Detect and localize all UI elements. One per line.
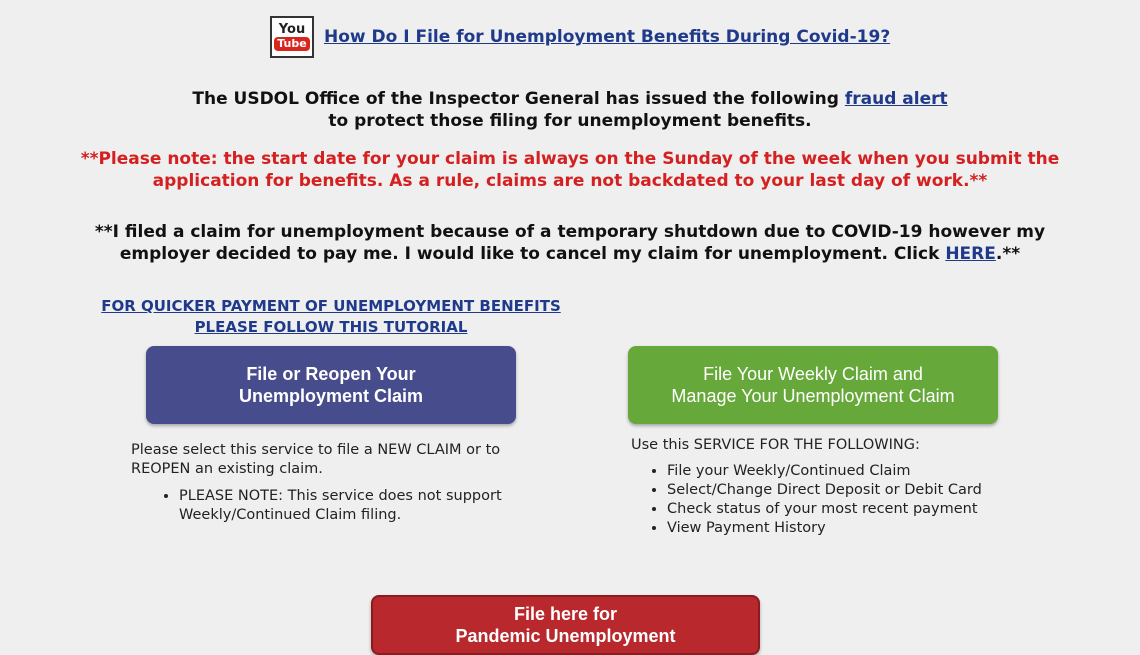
cancel-claim-here-link[interactable]: HERE bbox=[945, 244, 996, 264]
cancel-line-1: **I filed a claim for unemployment because of a temporary shutdown due to COVID-19 however my bbox=[94, 222, 1046, 242]
file-reopen-claim-button[interactable] bbox=[146, 346, 516, 424]
fraud-alert-link[interactable]: fraud alert bbox=[844, 89, 948, 109]
tutorial-line-1: FOR QUICKER PAYMENT OF UNEMPLOYMENT BENEFITS bbox=[101, 297, 561, 315]
weekly-desc-text: Use this SERVICE FOR THE FOLLOWING: bbox=[631, 437, 920, 453]
weekly-claim-button[interactable] bbox=[628, 346, 998, 424]
weekly-desc-list bbox=[631, 462, 1071, 538]
video-link-row bbox=[270, 16, 890, 58]
note-line-1: **Please note: the start date for your claim is always on the Sunday of the week when you submit the bbox=[80, 149, 1060, 169]
weekly-claim-description bbox=[631, 436, 1071, 538]
file-desc-list bbox=[131, 487, 551, 525]
cancel-line-2-text: employer decided to pay me. I would like to cancel my claim for unemployment. Click bbox=[119, 244, 946, 264]
covid-filing-video-link[interactable]: How Do I File for Unemployment Benefits During Covid-19? bbox=[324, 27, 891, 47]
weekly-button-line-1: File Your Weekly Claim and bbox=[703, 364, 923, 384]
oig-line-2: to protect those filing for unemployment benefits. bbox=[328, 111, 812, 131]
youtube-icon[interactable] bbox=[270, 16, 314, 58]
pandemic-button-line-1: File here for bbox=[513, 604, 618, 624]
note-line-2: application for benefits. As a rule, claims are not backdated to your last day of work.** bbox=[152, 171, 988, 191]
list-item: • PLEASE NOTE: This service does not support Weekly/Continued Claim filing. bbox=[179, 487, 551, 525]
file-claim-description bbox=[131, 441, 551, 525]
oig-line-1-text: The USDOL Office of the Inspector General has issued the following bbox=[192, 89, 845, 109]
file-button-line-1: File or Reopen Your bbox=[246, 364, 416, 384]
start-date-note bbox=[0, 148, 1140, 192]
list-item: • Select/Change Direct Deposit or Debit Card bbox=[667, 481, 1071, 500]
oig-line-1 bbox=[0, 88, 1140, 110]
pandemic-button-line-2: Pandemic Unemployment bbox=[455, 626, 676, 646]
cancel-line-2 bbox=[0, 243, 1140, 265]
pandemic-unemployment-button[interactable] bbox=[371, 595, 760, 655]
tutorial-link[interactable] bbox=[80, 296, 582, 338]
oig-fraud-notice bbox=[0, 88, 1140, 132]
youtube-logo-you: You bbox=[278, 22, 306, 37]
list-item: • File your Weekly/Continued Claim bbox=[667, 462, 1071, 481]
youtube-logo-tube: Tube bbox=[274, 37, 309, 51]
cancel-line-2-end: .** bbox=[995, 244, 1021, 264]
list-item: • View Payment History bbox=[667, 519, 1071, 538]
file-button-line-2: Unemployment Claim bbox=[238, 386, 424, 406]
file-desc-text: Please select this service to file a NEW CLAIM or to REOPEN an existing claim. bbox=[131, 442, 501, 477]
list-item: • Check status of your most recent payment bbox=[667, 500, 1071, 519]
cancel-claim-notice bbox=[0, 221, 1140, 265]
weekly-button-line-2: Manage Your Unemployment Claim bbox=[671, 386, 955, 406]
tutorial-line-2: PLEASE FOLLOW THIS TUTORIAL bbox=[194, 318, 468, 336]
